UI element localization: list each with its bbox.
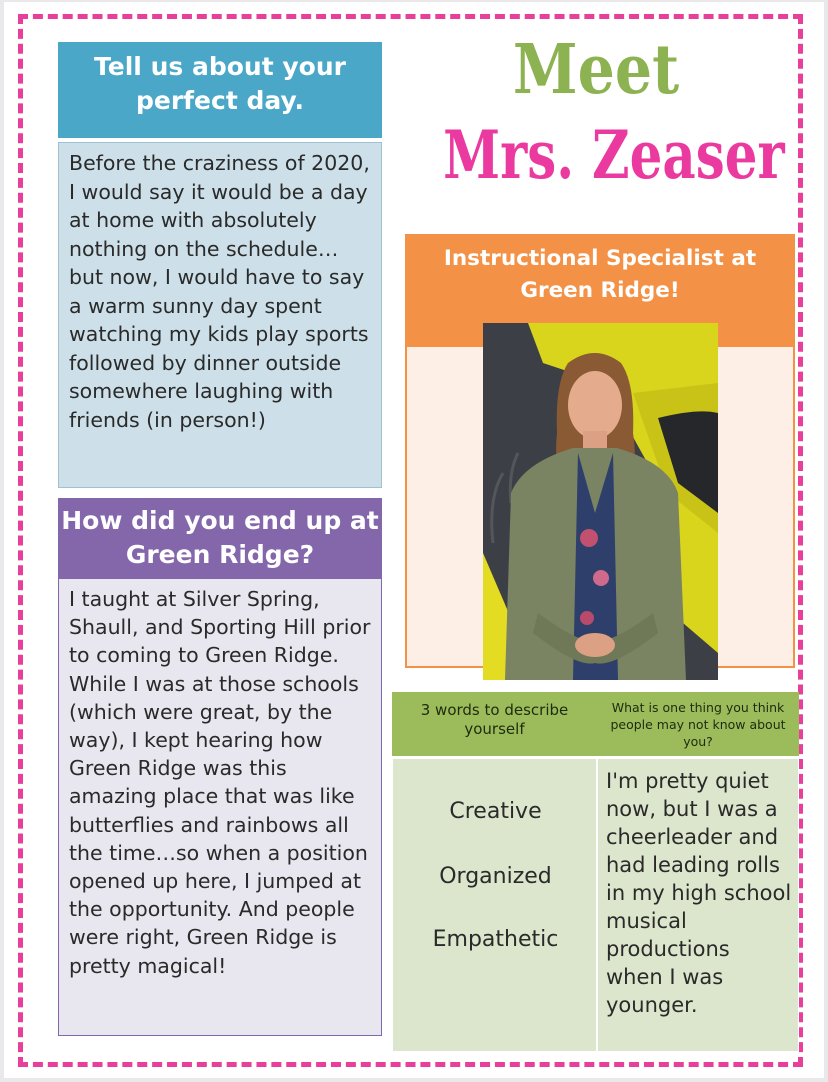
title-meet: Meet [512,30,680,110]
one-thing-answer: I'm pretty quiet now, but I was a cheerleader and had leading rolls in my high school musical productions when I was younger. [597,758,799,1052]
word-creative: Creative [449,799,542,824]
green-ridge-answer: I taught at Silver Spring, Shaull, and Sporting Hill prior to coming to Green Ridge. While I was at those schools (which were great, by the way), I kept hearing how Green Ridge was this amazing place that was like butterflies and rainbows all the time…so when a position opened up here, I jumped at the opportunity. And people were right, Green Ridge is pretty magical! [58,578,382,1036]
three-words-heading: 3 words to describe yourself [392,692,597,756]
title-name: Mrs. Zeaser [443,116,785,194]
portrait-illustration [483,323,718,680]
word-organized: Organized [439,864,552,889]
green-ridge-question: How did you end up at Green Ridge? [58,498,382,578]
perfect-day-answer: Before the craziness of 2020, I would say it would be a day at home with absolutely nothing on the schedule…but now, I would have to say a warm sunny day spent watching my kids play sports followed by dinner outside somewhere laughing with friends (in person!) [58,142,382,488]
portrait-photo [483,323,718,680]
role-title: Instructional Specialist at Green Ridge! [405,234,795,347]
one-thing-heading: What is one thing you think people may not know about you? [597,692,799,756]
three-words-cell [392,758,597,1052]
perfect-day-question: Tell us about your perfect day. [58,42,382,138]
word-empathetic: Empathetic [432,927,559,952]
